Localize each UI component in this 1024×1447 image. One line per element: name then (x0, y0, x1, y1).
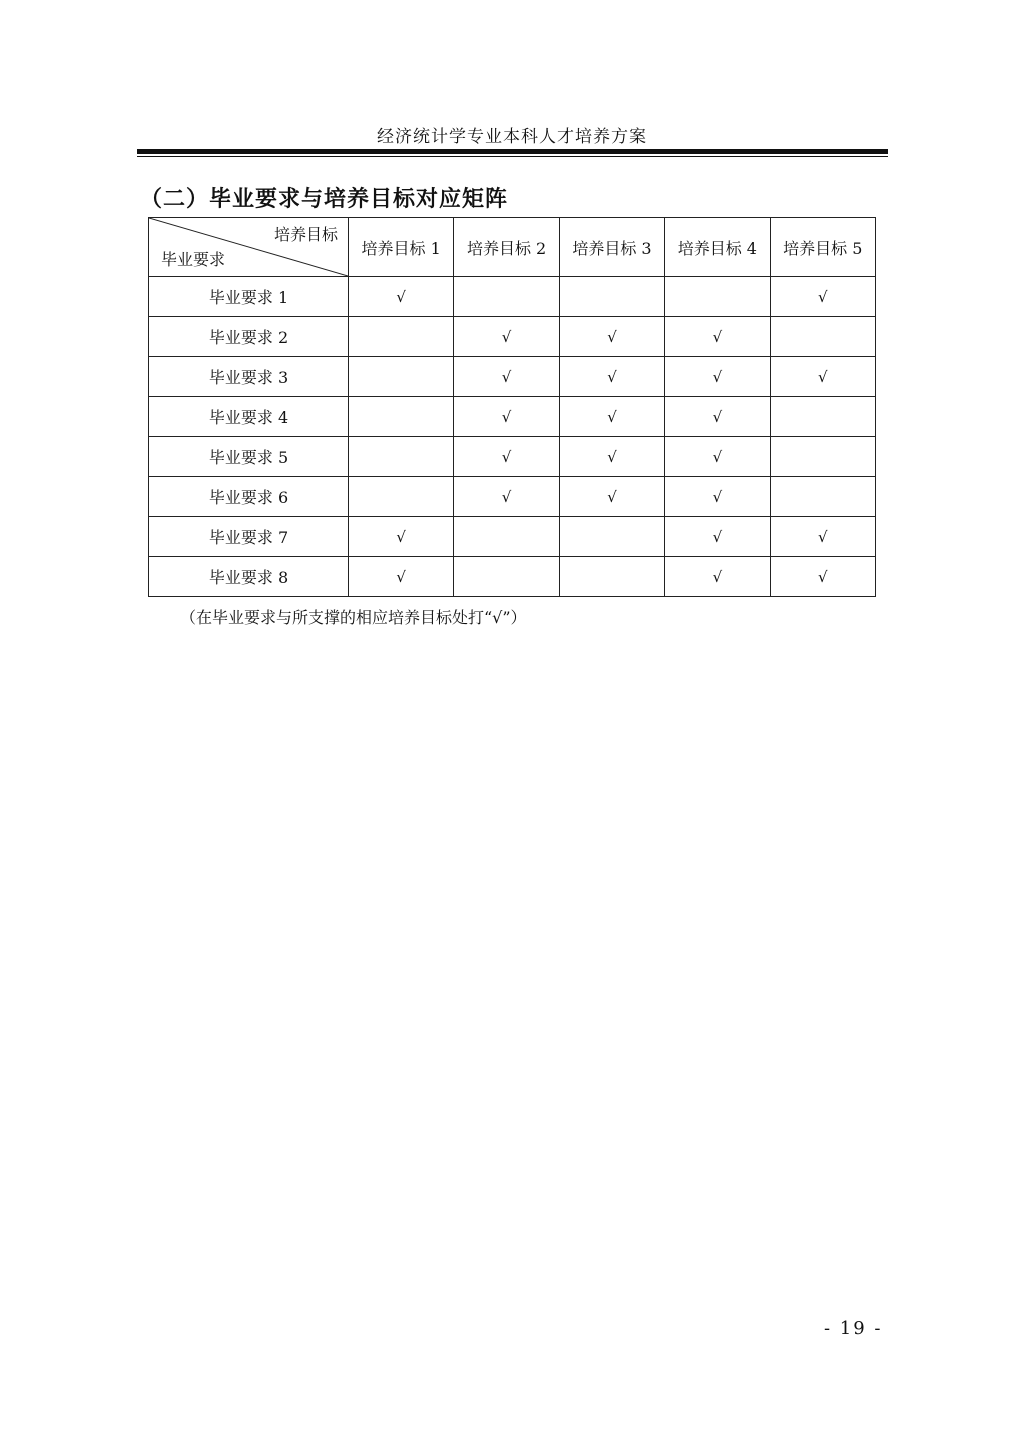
matrix-cell: √ (770, 517, 875, 557)
matrix-cell (349, 437, 454, 477)
matrix-cell (349, 477, 454, 517)
matrix-cell (454, 277, 559, 317)
matrix-cell: √ (559, 437, 664, 477)
running-header: 经济统计学专业本科人才培养方案 (377, 127, 647, 147)
column-header: 培养目标 1 (349, 218, 454, 277)
matrix-cell: √ (454, 357, 559, 397)
row-label: 毕业要求 1 (149, 277, 349, 317)
row-label: 毕业要求 8 (149, 557, 349, 597)
column-header: 培养目标 4 (665, 218, 770, 277)
row-label: 毕业要求 4 (149, 397, 349, 437)
matrix-cell (770, 397, 875, 437)
page-number: - 19 - (824, 1318, 883, 1339)
matrix-cell: √ (770, 357, 875, 397)
matrix-cell: √ (665, 317, 770, 357)
matrix-cell: √ (454, 437, 559, 477)
matrix-cell: √ (349, 277, 454, 317)
matrix-cell (770, 437, 875, 477)
matrix-cell: √ (454, 317, 559, 357)
matrix-cell: √ (665, 557, 770, 597)
column-header: 培养目标 5 (770, 218, 875, 277)
matrix-cell: √ (559, 477, 664, 517)
table-row (149, 437, 876, 477)
matrix-cell (454, 557, 559, 597)
table-row (149, 397, 876, 437)
diagonal-corner-cell (149, 218, 349, 277)
requirements-objectives-matrix (148, 217, 876, 597)
row-label: 毕业要求 2 (149, 317, 349, 357)
matrix-cell: √ (454, 477, 559, 517)
matrix-cell: √ (349, 557, 454, 597)
matrix-cell: √ (665, 437, 770, 477)
matrix-cell (559, 517, 664, 557)
table-note: （在毕业要求与所支撑的相应培养目标处打“√”） (180, 608, 527, 627)
table-row (149, 477, 876, 517)
matrix-cell: √ (665, 517, 770, 557)
table-row (149, 317, 876, 357)
matrix-cell: √ (770, 277, 875, 317)
matrix-cell (454, 517, 559, 557)
row-label: 毕业要求 6 (149, 477, 349, 517)
matrix-cell: √ (559, 357, 664, 397)
header-rule-thick (137, 149, 888, 154)
matrix-cell (665, 277, 770, 317)
matrix-cell (349, 397, 454, 437)
column-header: 培养目标 3 (559, 218, 664, 277)
table-row (149, 357, 876, 397)
matrix-cell: √ (665, 357, 770, 397)
matrix-cell (349, 317, 454, 357)
row-label: 毕业要求 3 (149, 357, 349, 397)
corner-label-requirements: 毕业要求 (161, 250, 226, 269)
matrix-cell (559, 557, 664, 597)
header-rule-thin (137, 156, 888, 157)
matrix-cell (349, 357, 454, 397)
table-row (149, 517, 876, 557)
corner-label-objectives: 培养目标 (273, 225, 338, 244)
matrix-cell: √ (665, 477, 770, 517)
column-header: 培养目标 2 (454, 218, 559, 277)
matrix-cell (559, 277, 664, 317)
matrix-cell: √ (665, 397, 770, 437)
table-row (149, 557, 876, 597)
matrix-cell: √ (559, 397, 664, 437)
matrix-cell (770, 317, 875, 357)
section-title: （二）毕业要求与培养目标对应矩阵 (140, 187, 509, 212)
table-row (149, 277, 876, 317)
matrix-cell: √ (454, 397, 559, 437)
row-label: 毕业要求 5 (149, 437, 349, 477)
matrix-header-row (149, 218, 876, 277)
matrix-cell (770, 477, 875, 517)
matrix-cell: √ (559, 317, 664, 357)
matrix-cell: √ (770, 557, 875, 597)
matrix-cell: √ (349, 517, 454, 557)
row-label: 毕业要求 7 (149, 517, 349, 557)
